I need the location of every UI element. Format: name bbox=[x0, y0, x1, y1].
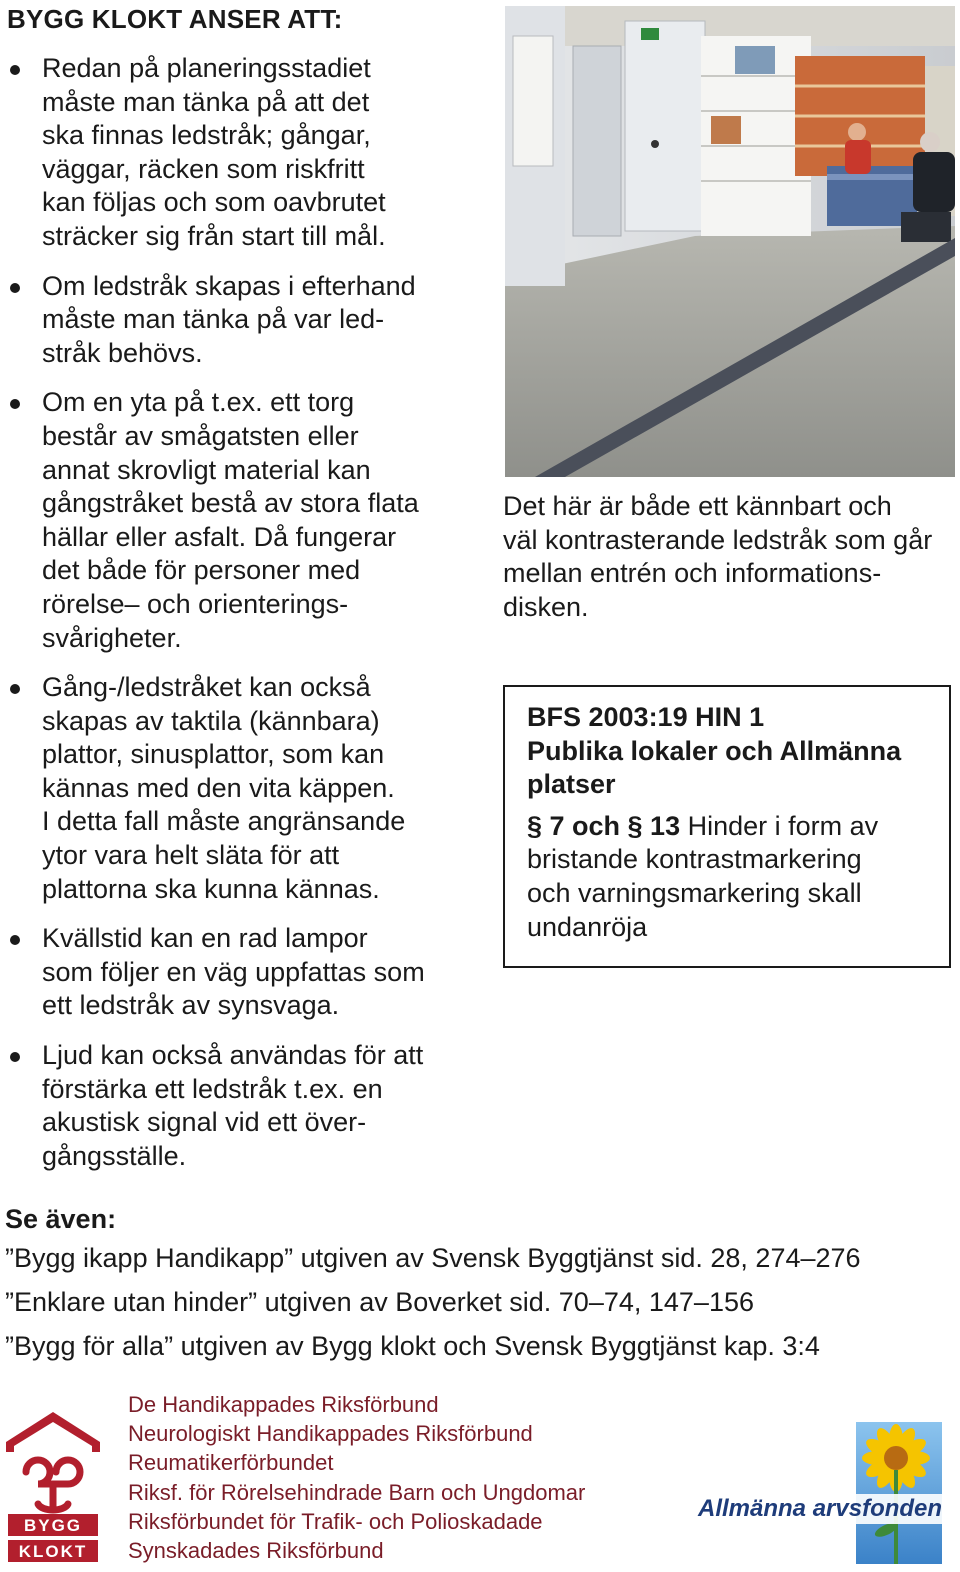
bullet-line: plattor, sinusplattor, som kan bbox=[42, 739, 385, 770]
bullet-line: väggar, räcken som riskfritt bbox=[42, 153, 365, 184]
bullet-line: hällar eller asfalt. Då fungerar bbox=[42, 521, 397, 552]
klokt-logo-word: KLOKT bbox=[18, 1542, 88, 1561]
bullet-line: kännas med den vita käppen. bbox=[42, 772, 395, 803]
bullet-line: kan följas och som oavbrutet bbox=[42, 187, 386, 218]
organization-item: Riksf. för Rörelsehindrade Barn och Ungdomar bbox=[128, 1479, 586, 1505]
caption-line: mellan entrén och informations- bbox=[503, 558, 882, 589]
regulation-section: § 7 och § 13 bbox=[527, 810, 681, 841]
bullet-dot-icon bbox=[10, 935, 20, 945]
bullet-line: Ljud kan också användas för att bbox=[42, 1040, 424, 1071]
organization-item: De Handikappades Riksförbund bbox=[128, 1392, 439, 1417]
bullet-line: sträcker sig från start till mål. bbox=[42, 220, 386, 251]
regulation-body-line: Hinder i form av bbox=[680, 810, 879, 841]
organization-list bbox=[128, 1390, 585, 1565]
bullet-line: akustisk signal vid ett över- bbox=[42, 1107, 367, 1138]
organization-item: Synskadades Riksförbund bbox=[128, 1538, 384, 1564]
bullet-line: måste man tänka på var led- bbox=[42, 304, 385, 335]
organization-item: Neurologiskt Handikappades Riksförbund bbox=[128, 1421, 533, 1447]
bullet-line: rörelse– och orienterings- bbox=[42, 588, 349, 619]
allmanna-arvsfonden-logo-icon bbox=[690, 1418, 956, 1568]
corridor-photo bbox=[505, 6, 955, 477]
bullet-dot-icon bbox=[10, 1052, 20, 1062]
caption-line: väl kontrasterande ledstråk som går bbox=[503, 524, 933, 555]
bullet-item bbox=[0, 671, 480, 906]
recommendation-list bbox=[0, 52, 480, 1189]
see-also-title: Se även: bbox=[5, 1204, 117, 1234]
bullet-dot-icon bbox=[10, 65, 20, 75]
bullet-dot-icon bbox=[10, 399, 20, 409]
see-also-section bbox=[5, 1202, 955, 1368]
bullet-line: Redan på planeringsstadiet bbox=[42, 53, 371, 83]
see-also-reference: ”Enklare utan hinder” utgiven av Boverket sid. 70–74, 147–156 bbox=[5, 1287, 754, 1317]
bullet-item bbox=[0, 922, 480, 1023]
see-also-reference: ”Bygg ikapp Handikapp” utgiven av Svensk Byggtjänst sid. 28, 274–276 bbox=[5, 1243, 861, 1273]
bullet-dot-icon bbox=[10, 684, 20, 694]
bullet-line: plattorna ska kunna kännas. bbox=[42, 873, 380, 904]
bullet-line: förstärka ett ledstråk t.ex. en bbox=[42, 1073, 383, 1104]
regulation-body-line: och varningsmarkering skall bbox=[527, 877, 862, 908]
bullet-line: stråk behövs. bbox=[42, 337, 203, 368]
bullet-line: Om ledstråk skapas i efterhand bbox=[42, 270, 416, 301]
regulation-body bbox=[527, 810, 939, 944]
bullet-line: måste man tänka på att det bbox=[42, 86, 370, 117]
organization-item: Riksförbundet för Trafik- och Polioskadade bbox=[128, 1508, 543, 1534]
bullet-item bbox=[0, 386, 480, 655]
arvsfonden-logo-text: Allmänna arvsfonden bbox=[698, 1495, 943, 1522]
bullet-line: ytor vara helt släta för att bbox=[42, 840, 340, 871]
bullet-line: Kvällstid kan en rad lampor bbox=[42, 923, 368, 954]
bullet-line: I detta fall måste angränsande bbox=[42, 806, 406, 837]
bygg-logo-word: BYGG bbox=[23, 1516, 83, 1535]
bullet-line: består av smågatsten eller bbox=[42, 420, 359, 451]
page-heading: BYGG KLOKT ANSER ATT: bbox=[7, 4, 343, 34]
bullet-line: gångsställe. bbox=[42, 1140, 187, 1171]
bullet-line: som följer en väg uppfattas som bbox=[42, 956, 425, 987]
regulation-title-line: Publika lokaler och Allmänna bbox=[527, 735, 902, 766]
regulation-title-line: platser bbox=[527, 769, 616, 800]
bullet-dot-icon bbox=[10, 283, 20, 293]
bullet-line: svårigheter. bbox=[42, 622, 182, 653]
bullet-line: gångstråket bestå av stora flata bbox=[42, 488, 419, 519]
corridor-photo-illustration bbox=[505, 6, 955, 477]
photo-caption bbox=[503, 490, 958, 624]
regulation-box bbox=[503, 685, 951, 968]
see-also-reference: ”Bygg för alla” utgiven av Bygg klokt och Svensk Byggtjänst kap. 3:4 bbox=[5, 1331, 820, 1361]
regulation-body-line: bristande kontrastmarkering bbox=[527, 844, 862, 875]
regulation-title-line: BFS 2003:19 HIN 1 bbox=[527, 702, 765, 732]
regulation-body-line: undanröja bbox=[527, 911, 648, 942]
bullet-line: Gång-/ledstråket kan också bbox=[42, 672, 371, 703]
bullet-line: Om en yta på t.ex. ett torg bbox=[42, 387, 355, 418]
organization-item: Reumatikerförbundet bbox=[128, 1450, 334, 1476]
bullet-line: ett ledstråk av synsvaga. bbox=[42, 990, 340, 1021]
bullet-item bbox=[0, 52, 480, 254]
bullet-item bbox=[0, 270, 480, 371]
bullet-line: det både för personer med bbox=[42, 555, 361, 586]
bullet-item bbox=[0, 1039, 480, 1173]
caption-line: Det här är både ett kännbart och bbox=[503, 491, 892, 521]
caption-line: disken. bbox=[503, 591, 589, 622]
bullet-line: skapas av taktila (kännbara) bbox=[42, 705, 380, 736]
bygg-klokt-logo-icon bbox=[4, 1410, 102, 1564]
bullet-line: ska finnas ledstråk; gångar, bbox=[42, 120, 371, 151]
bullet-line: annat skrovligt material kan bbox=[42, 454, 371, 485]
